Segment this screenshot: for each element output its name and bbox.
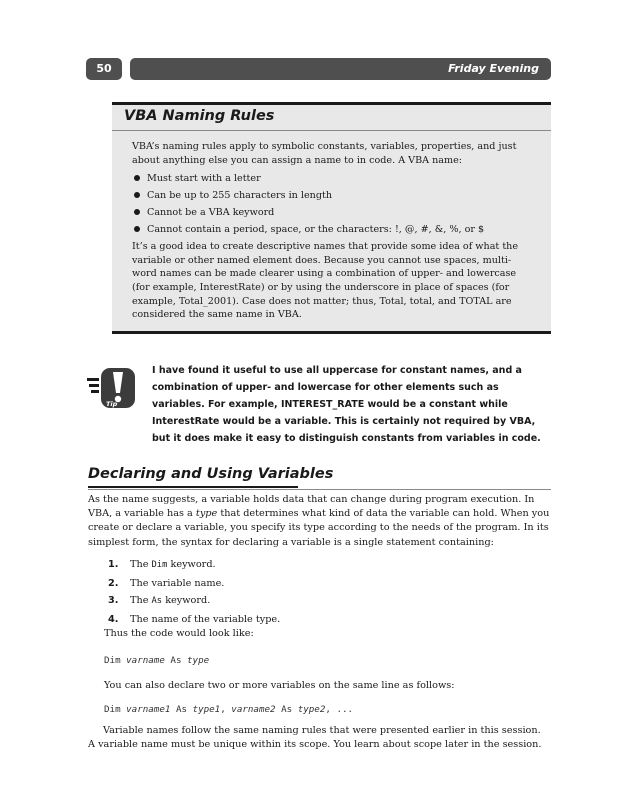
code-placeholder: varname1 bbox=[126, 704, 171, 715]
page-number: 50 bbox=[86, 58, 122, 80]
bullet-icon bbox=[134, 175, 140, 181]
step-text: keyword. bbox=[167, 559, 216, 570]
sidebar-body bbox=[132, 140, 533, 322]
step-item bbox=[108, 575, 280, 593]
code-placeholder: type1 bbox=[192, 704, 221, 715]
code-keyword: Dim bbox=[104, 655, 127, 666]
step-number: 3. bbox=[108, 595, 119, 606]
rule-item bbox=[132, 204, 533, 221]
sidebar-intro: VBA’s naming rules apply to symbolic constants, variables, properties, and just about anything else you can assign a name to in code. A VBA name: bbox=[132, 141, 517, 166]
step-text: The bbox=[130, 595, 152, 606]
rule-text: Cannot contain a period, space, or the characters: !, @, #, &, %, or $ bbox=[147, 224, 485, 236]
step-number: 1. bbox=[108, 559, 119, 570]
step-number: 4. bbox=[108, 613, 119, 625]
rule-item bbox=[132, 221, 533, 238]
bullet-icon bbox=[134, 209, 140, 215]
para-emphasis: type bbox=[195, 508, 218, 520]
code-placeholder: type2 bbox=[297, 704, 326, 715]
rule-text: Cannot be a VBA keyword bbox=[147, 207, 275, 219]
code-placeholder: varname2 bbox=[231, 704, 276, 715]
code-placeholder: type bbox=[187, 655, 210, 666]
code-keyword: As bbox=[275, 704, 298, 715]
step-code: Dim bbox=[151, 560, 168, 570]
section-rule bbox=[88, 489, 551, 490]
rule-text: Must start with a letter bbox=[147, 173, 261, 185]
tip-icon bbox=[87, 364, 137, 414]
step-code: As bbox=[151, 596, 163, 606]
bullet-icon bbox=[134, 226, 140, 232]
closing-paragraph bbox=[88, 724, 551, 752]
running-title: Friday Evening bbox=[448, 62, 539, 75]
tip-text: I have found it useful to use all uppercase for constant names, and a combination of upper- and lowercase for other elements such as variables. For example, INTEREST_RATE would be a constant while InterestRate would be a variable. This is certainly not required by VBA, but it does make it easy to distinguish constants from variables in code. bbox=[152, 365, 541, 444]
naming-rules-sidebar bbox=[112, 102, 551, 334]
para-text: As the name suggests, a variable holds data that can change during program execution. In VBA, a variable has a bbox=[88, 494, 535, 520]
tip-icon-label: Tip bbox=[106, 400, 118, 408]
code-keyword: Dim bbox=[104, 704, 127, 715]
bullet-icon bbox=[134, 192, 140, 198]
code-separator: , bbox=[220, 704, 232, 715]
rule-item bbox=[132, 170, 533, 187]
code-ellipsis: , ... bbox=[325, 704, 354, 715]
step-number: 2. bbox=[108, 577, 119, 589]
heading-underline bbox=[88, 486, 298, 488]
step-text: The variable name. bbox=[130, 577, 225, 589]
code-keyword: As bbox=[170, 704, 193, 715]
step-text: The bbox=[130, 559, 152, 570]
code-placeholder: varname bbox=[126, 655, 165, 666]
naming-rules-list bbox=[132, 170, 533, 238]
section-paragraph bbox=[88, 493, 551, 550]
step-text: keyword. bbox=[162, 595, 211, 606]
step-item bbox=[108, 611, 280, 629]
closing-line: Variable names follow the same naming rules that were presented earlier in this session. bbox=[103, 725, 541, 736]
also-text: You can also declare two or more variables on the same line as follows: bbox=[104, 680, 455, 691]
closing-line: A variable name must be unique within its scope. You learn about scope later in the session. bbox=[88, 739, 542, 751]
step-item bbox=[108, 556, 280, 575]
step-text: The name of the variable type. bbox=[130, 613, 281, 625]
section-heading: Declaring and Using Variables bbox=[88, 466, 334, 482]
code-example-2 bbox=[104, 704, 353, 715]
sidebar-title: VBA Naming Rules bbox=[124, 108, 275, 124]
para-text: that determines what kind of data the variable can hold. When you create or declare a variable, you specify its type according to the needs of the program. In its simplest form, the syntax for declaring a variable is a single statement containing: bbox=[88, 508, 550, 548]
rule-text: Can be up to 255 characters in length bbox=[147, 190, 333, 202]
step-item bbox=[108, 592, 280, 611]
sidebar-closing: It’s a good idea to create descriptive names that provide some idea of what the variable or other named element does. Because you cannot use spaces, multi-word names can be made clearer using a combination of upper- and lowercase (for example, InterestRate) or by using the underscore in place of spaces (for example, Total_2001). Case does not matter; thus, Total, total, and TOTAL are considered the same name in VBA. bbox=[132, 241, 519, 321]
thus-text: Thus the code would look like: bbox=[104, 628, 254, 639]
code-keyword: As bbox=[164, 655, 188, 666]
rule-item bbox=[132, 187, 533, 204]
code-example-1 bbox=[104, 655, 209, 666]
running-header-bar bbox=[130, 58, 551, 80]
declaration-steps bbox=[108, 556, 280, 628]
sidebar-title-rule bbox=[112, 130, 551, 131]
